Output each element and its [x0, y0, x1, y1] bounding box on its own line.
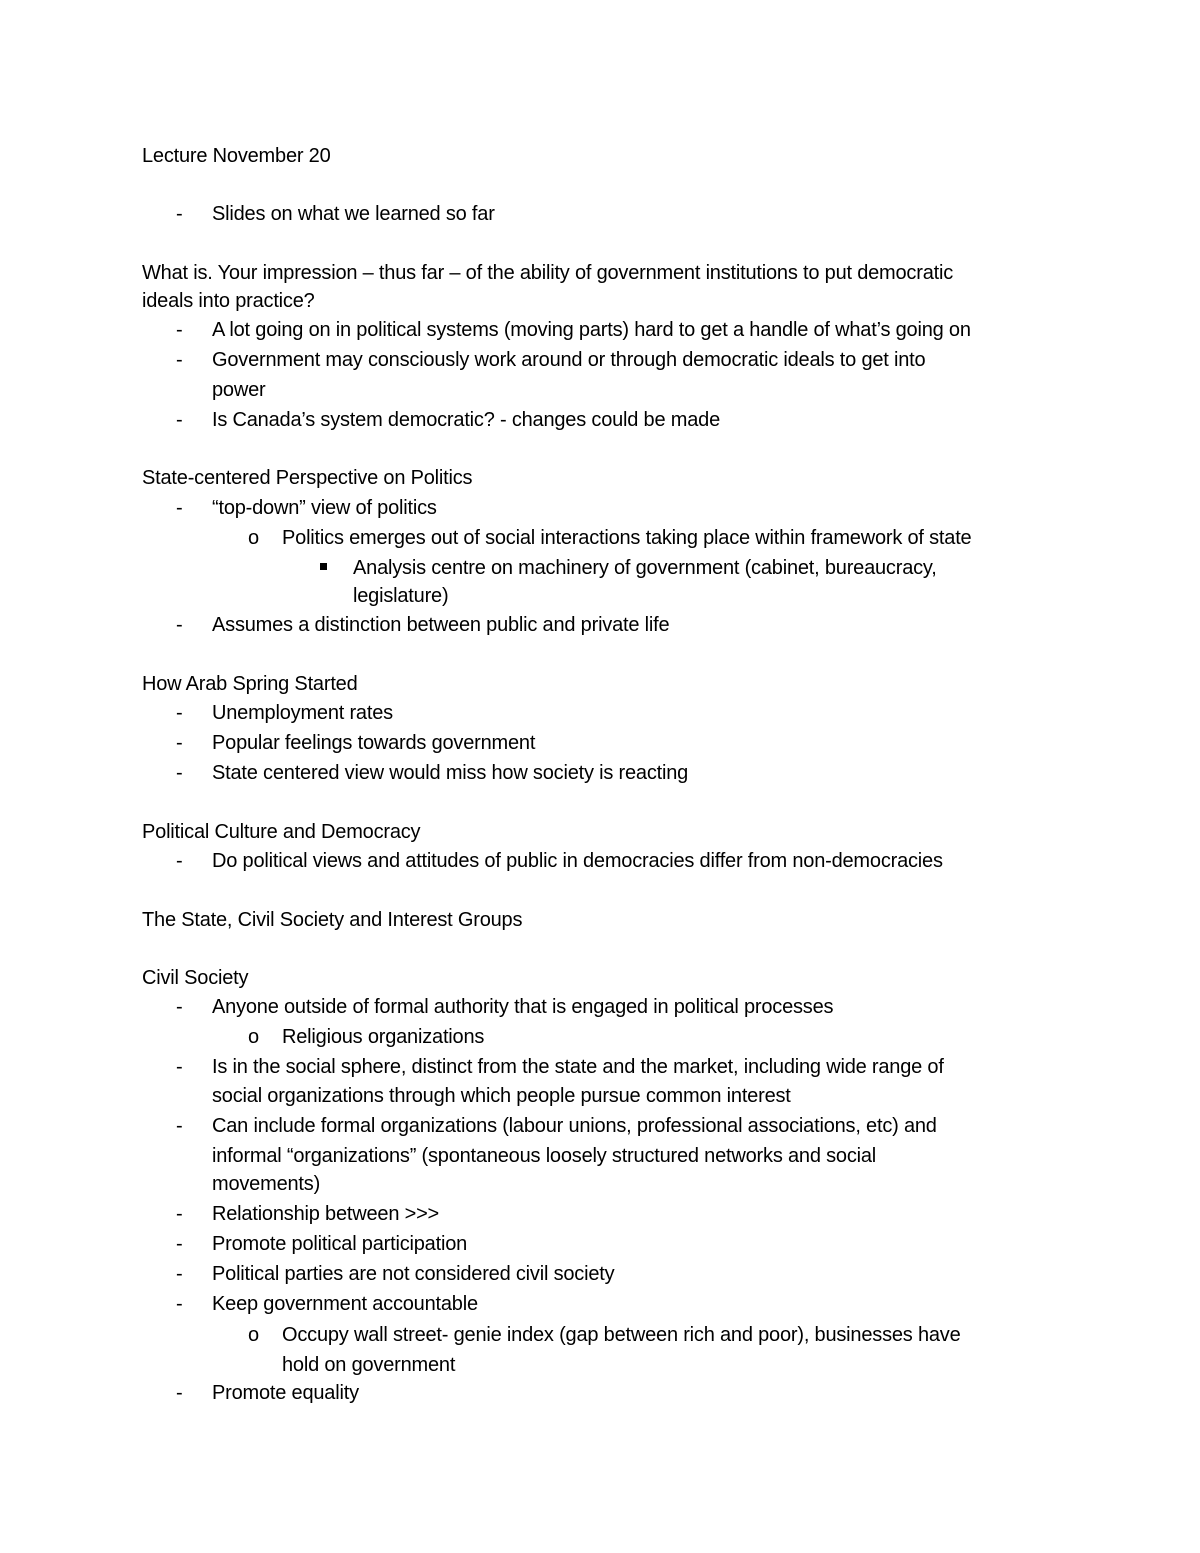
sub-list-item: Occupy wall street- genie index (gap between rich and poor), businesses have — [282, 1324, 961, 1346]
dash-marker: - — [176, 1203, 183, 1225]
list-item-continuation: power — [212, 379, 266, 401]
dash-marker: - — [176, 1382, 183, 1404]
dash-marker: - — [176, 1293, 183, 1315]
list-item: Assumes a distinction between public and private life — [212, 614, 670, 636]
list-item: Promote equality — [212, 1382, 359, 1404]
list-item: Popular feelings towards government — [212, 732, 536, 754]
list-item: Slides on what we learned so far — [212, 203, 495, 225]
sub-sub-list-item: Analysis centre on machinery of government (cabinet, bureaucracy, — [353, 557, 937, 579]
list-item-continuation: social organizations through which people pursue common interest — [212, 1085, 791, 1107]
dash-marker: - — [176, 1263, 183, 1285]
dash-marker: - — [176, 732, 183, 754]
section-heading-political-culture: Political Culture and Democracy — [142, 821, 421, 843]
list-item: Is Canada’s system democratic? - changes could be made — [212, 409, 720, 431]
dash-marker: - — [176, 1233, 183, 1255]
page-title: Lecture November 20 — [142, 145, 331, 167]
section-heading-arab-spring: How Arab Spring Started — [142, 673, 358, 695]
list-item: Do political views and attitudes of public in democracies differ from non-democracies — [212, 850, 943, 872]
sub-list-item-continuation: hold on government — [282, 1354, 456, 1376]
question-line-1: What is. Your impression – thus far – of the ability of government institutions to put democratic — [142, 262, 954, 284]
dash-marker: - — [176, 497, 183, 519]
sub-list-item: Religious organizations — [282, 1026, 485, 1048]
dash-marker: - — [176, 1056, 183, 1078]
circle-marker: o — [248, 527, 260, 549]
circle-marker: o — [248, 1026, 260, 1048]
list-item-continuation: informal “organizations” (spontaneous loosely structured networks and social — [212, 1145, 877, 1167]
list-item: Promote political participation — [212, 1233, 468, 1255]
dash-marker: - — [176, 996, 183, 1018]
list-item-continuation: movements) — [212, 1173, 321, 1195]
list-item: Keep government accountable — [212, 1293, 478, 1315]
circle-marker: o — [248, 1324, 260, 1346]
dash-marker: - — [176, 614, 183, 636]
list-item: Unemployment rates — [212, 702, 393, 724]
dash-marker: - — [176, 702, 183, 724]
sub-list-item: Politics emerges out of social interactions taking place within framework of state — [282, 527, 972, 549]
dash-marker: - — [176, 349, 183, 371]
list-item: Can include formal organizations (labour unions, professional associations, etc) and — [212, 1115, 937, 1137]
section-heading-civil-society: Civil Society — [142, 967, 249, 989]
list-item: Is in the social sphere, distinct from the state and the market, including wide range of — [212, 1056, 944, 1078]
dash-marker: - — [176, 409, 183, 431]
sub-sub-list-item-continuation: legislature) — [353, 585, 449, 607]
section-heading-state-civil-society: The State, Civil Society and Interest Groups — [142, 909, 523, 931]
dash-marker: - — [176, 762, 183, 784]
question-line-2: ideals into practice? — [142, 290, 315, 312]
list-item: “top-down” view of politics — [212, 497, 437, 519]
dash-marker: - — [176, 1115, 183, 1137]
list-item: Anyone outside of formal authority that is engaged in political processes — [212, 996, 834, 1018]
list-item: Political parties are not considered civil society — [212, 1263, 615, 1285]
list-item: Relationship between >>> — [212, 1203, 440, 1225]
section-heading-state-centered: State-centered Perspective on Politics — [142, 467, 473, 489]
square-bullet-icon — [320, 563, 327, 570]
list-item: Government may consciously work around or through democratic ideals to get into — [212, 349, 926, 371]
dash-marker: - — [176, 203, 183, 225]
list-item: State centered view would miss how society is reacting — [212, 762, 689, 784]
dash-marker: - — [176, 319, 183, 341]
dash-marker: - — [176, 850, 183, 872]
list-item: A lot going on in political systems (moving parts) hard to get a handle of what’s going on — [212, 319, 971, 341]
